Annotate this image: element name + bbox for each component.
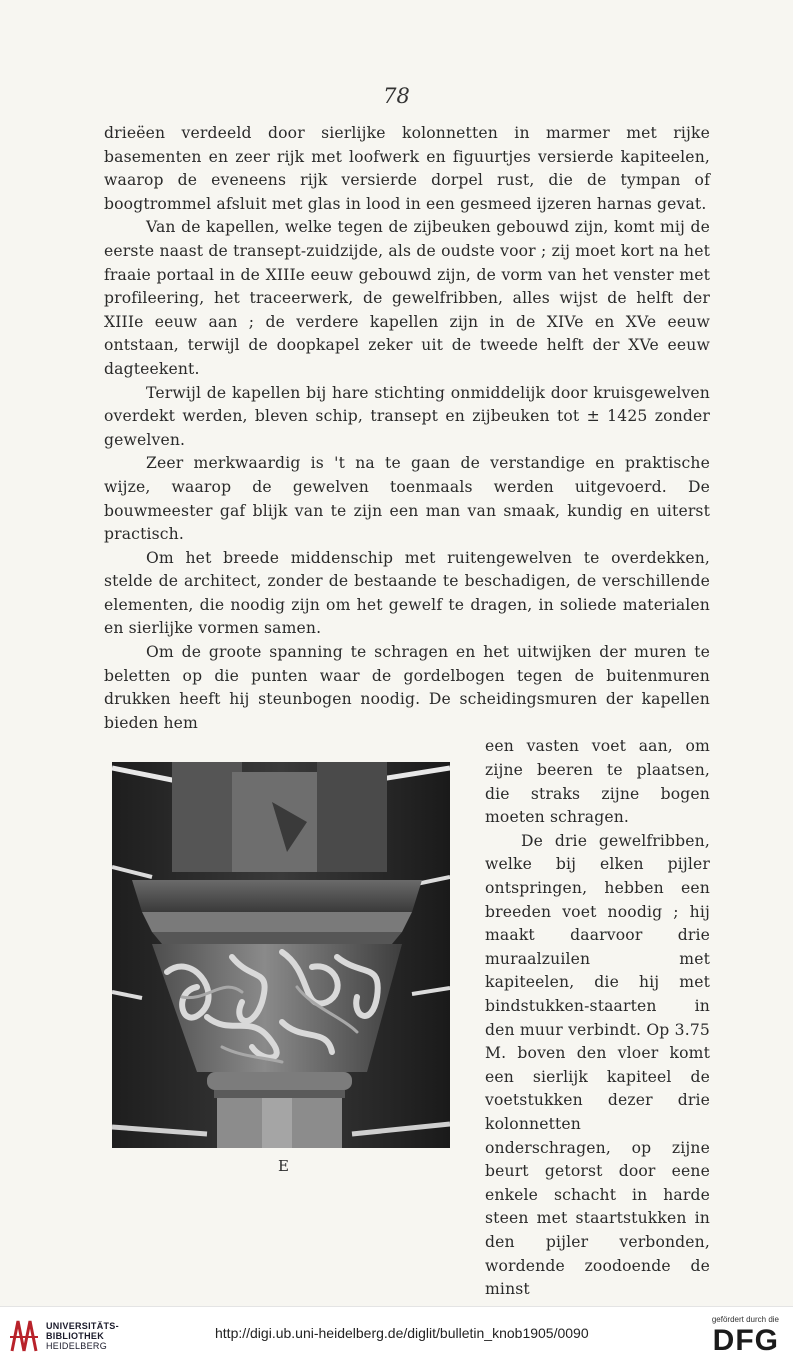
paragraph-2: Van de kapellen, welke tegen de zijbeuken gebouwd zijn, komt mij de eerste naast de transept-zuidzijde, als de oudste voor ; zij moet kort na het fraaie portaal in de XIIIe eeuw gebouwd zijn, de vorm van het venster met profileering, het traceerwerk, de gewelfribben, alles wijst de helft der XIIIe eeuw aan ; de verdere kapellen zijn in de XIVe en XVe eeuw ontstaan, terwijl de doopkapel zeker uit de tweede helft der XVe eeuw dagteekent. [104,218,710,378]
paragraph-3: Terwijl de kapellen bij hare stichting onmiddelijk door kruisgewelven overdekt werden, bleven schip, transept en zijbeuken tot ± 1425 zonder gewelven. [104,383,710,449]
logo-line-3: HEIDELBERG [46,1341,108,1351]
body-text [104,122,710,1302]
paragraph-6: Om de groote spanning te schragen en het uitwijken der muren te beletten op die punten waar de gordelbogen tegen de buitenmuren drukken heeft hij steunbogen noodig. De scheidingsmuren der kapellen bieden hem [104,643,710,732]
funder-note: gefördert durch die [711,1315,779,1324]
side-text-column [485,735,710,1301]
dfg-logo: DFG [712,1324,779,1357]
footer-bar [0,1306,793,1364]
figure-with-text [104,735,710,1301]
source-url-link[interactable]: http://digi.ub.uni-heidelberg.de/diglit/bulletin_knob1905/0090 [215,1325,589,1341]
university-logo-icon [8,1317,40,1355]
carved-capital-photograph [112,762,450,1148]
side-paragraph-1: een vasten voet aan, om zijne beeren te plaatsen, die straks zijne bogen moeten schragen. [485,737,710,827]
paragraph-4: Zeer merkwaardig is 't na te gaan de verstandige en praktische wijze, waarop de gewelven toenmaals werden uitgevoerd. De bouwmeester gaf blijk van te zijn een man van smaak, kundig en uiterst practisch. [104,454,710,544]
library-logo-text [46,1321,119,1351]
figure-caption: E [278,1157,290,1176]
capital-photo-illustration [112,762,450,1148]
side-paragraph-2: De drie gewelfribben, welke bij elken pijler ontspringen, hebben een breeden voet noodig ; hij maakt daarvoor drie muraalzuilen met kapiteelen, die hij met bindstukken-staarten in den muur verbindt. Op 3.75 M. boven den vloer komt een sierlijk kapiteel de voetstukken dezer drie kolonnetten onderschragen, op zijne beurt getorst door eene enkele schacht in harde steen met staartstukken in den pijler verbonden, wordende zoodoende de minst [485,831,710,1299]
paragraph-5: Om het breede middenschip met ruitengewelven te overdekken, stelde de architect, zonder de bestaande te beschadigen, de verschillende elementen, die noodig zijn om het gewelf te dragen, in soliede materialen en sierlijke vormen samen. [104,548,710,638]
figure-container [104,735,464,1197]
logo-line-1: UNIVERSITÄTS- [46,1321,119,1331]
logo-line-2: BIBLIOTHEK [46,1331,104,1341]
paragraph-1: drieëen verdeeld door sierlijke kolonnetten in marmer met rijke basementen en zeer rijk met loofwerk en figuurtjes versierde kapiteelen, waarop de eveneens rijk versierde dorpel rust, die de tympan of boogtrommel afsluit met glas in lood in een gesmeed ijzeren harnas gevat. [104,124,710,213]
page-number: 78 [383,84,410,108]
